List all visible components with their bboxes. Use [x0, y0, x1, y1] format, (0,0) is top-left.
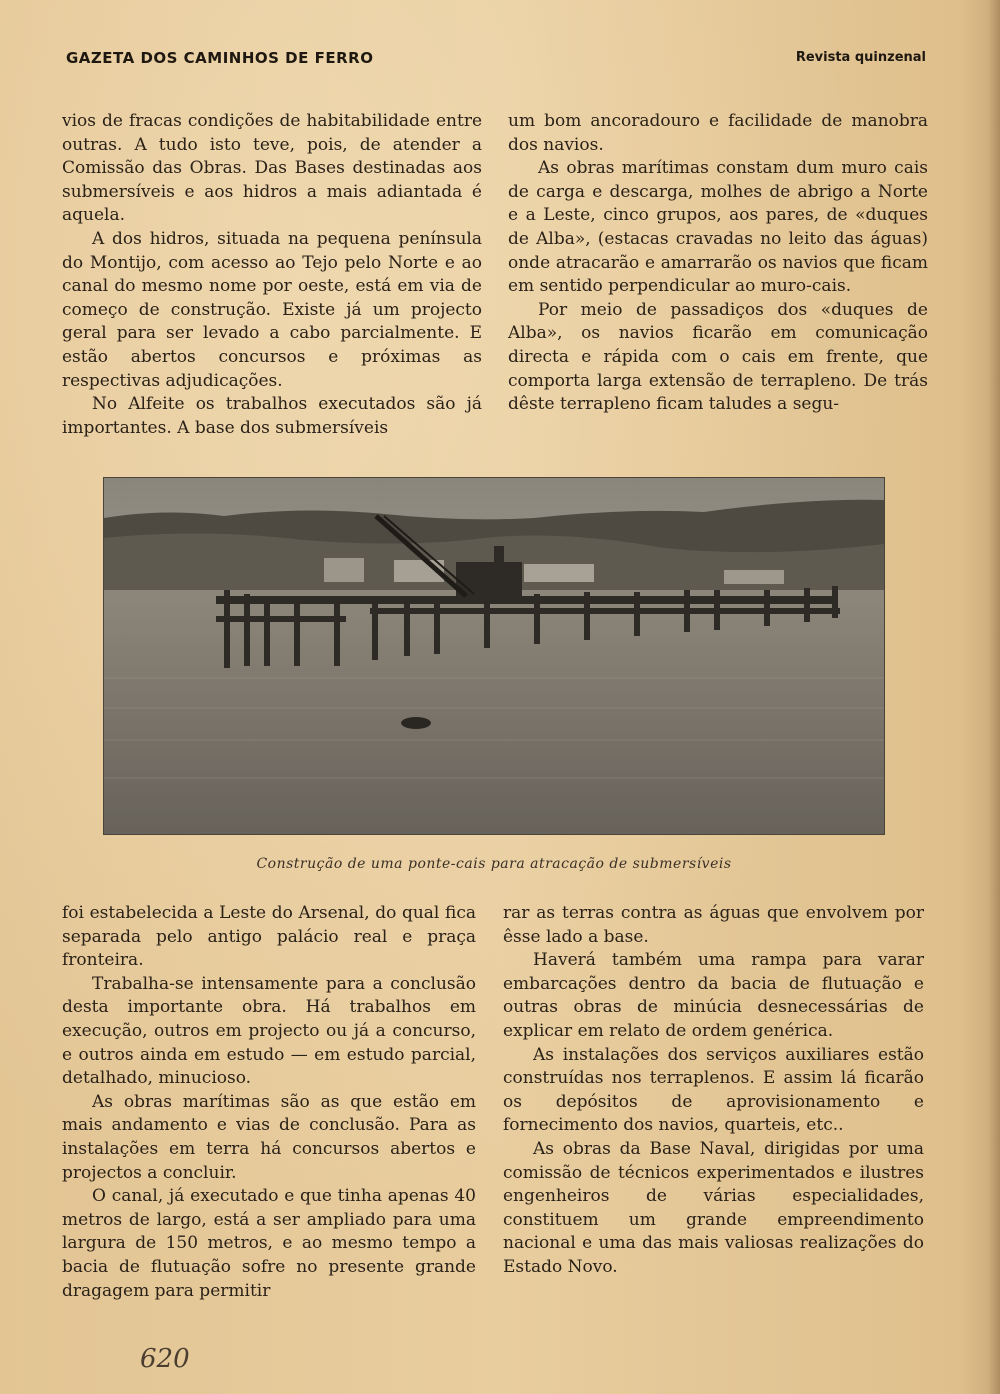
column-top-right [508, 110, 928, 417]
paragraph: As obras marítimas são as que estão em mais andamento e vias de conclusão. Para as instalações em terra há concursos abertos e projectos a concluir. [62, 1091, 476, 1183]
page-edge-shadow [988, 0, 1000, 1394]
paragraph: No Alfeite os trabalhos executados são já importantes. A base dos submersíveis [62, 394, 482, 438]
photo-caption: Construção de uma ponte-cais para atracação de submersíveis [256, 856, 732, 872]
paragraph: foi estabelecida a Leste do Arsenal, do qual fica separada pelo antigo palácio real e praça fronteira. [62, 903, 476, 971]
column-bottom-left [62, 902, 476, 1303]
column-bottom-right [503, 902, 924, 1280]
paragraph: Trabalha-se intensamente para a conclusão desta importante obra. Há trabalhos em execução, outros em projecto ou já a concurso, e outros ainda em estudo — em estudo parcial, detalhado, minucioso. [62, 973, 476, 1089]
paragraph: As instalações dos serviços auxiliares estão construídas nos terraplenos. E assim lá ficarão os depósitos de aprovisionamento e fornecimento dos navios, quarteis, etc.. [503, 1044, 924, 1136]
pier-construction-photo [104, 478, 884, 834]
paragraph: As obras da Base Naval, dirigidas por uma comissão de técnicos experimentados e ilustres engenheiros de várias especialidades, constituem um grande empreendimento nacional e uma das mais valiosas realizações do Estado Novo. [503, 1138, 924, 1277]
paragraph: Por meio de passadiços dos «duques de Alba», os navios ficarão em comunicação directa e rápida com o cais em frente, que comporta larga extensão de terrapleno. De trás dêste terrapleno ficam taludes a segu- [508, 299, 928, 415]
paragraph: vios de fracas condições de habitabilidade entre outras. A tudo isto teve, pois, de atender a Comissão das Obras. Das Bases destinadas aos submersíveis e aos hidros a mais adiantada é aquela. [62, 111, 482, 226]
paragraph: um bom ancoradouro e facilidade de manobra dos navios. [508, 111, 928, 155]
paragraph: rar as terras contra as águas que envolvem por êsse lado a base. [503, 903, 924, 947]
paragraph: As obras marítimas constam dum muro cais de carga e descarga, molhes de abrigo a Norte e a Leste, cinco grupos, aos pares, de «duques de Alba», (estacas cravadas no leito das águas) onde atracarão e amarrarão os navios que ficam em sentido perpendicular ao muro-cais. [508, 158, 928, 297]
column-top-left [62, 110, 482, 440]
photo-illustration [104, 478, 884, 834]
running-head-subtitle: Revista quinzenal [795, 50, 926, 65]
paragraph: A dos hidros, situada na pequena península do Montijo, com acesso ao Tejo pelo Norte e ao canal do mesmo nome por oeste, está em via de começo de construção. Existe já um projecto geral para ser levado a cabo parcialmente. E estão abertos concursos e próximas as respectivas adjudicações. [62, 228, 482, 391]
paragraph: Haverá também uma rampa para varar embarcações dentro da bacia de flutuação e outras obras de minúcia desnecessárias de explicar em relato de ordem genérica. [503, 950, 924, 1041]
page-number: 620 [140, 1344, 190, 1374]
running-head-title: GAZETA DOS CAMINHOS DE FERRO [66, 49, 374, 67]
paragraph: O canal, já executado e que tinha apenas 40 metros de largo, está a ser ampliado para uma largura de 150 metros, e ao mesmo tempo a bacia de flutuação sofre no presente grande dragagem para permitir [62, 1186, 476, 1301]
